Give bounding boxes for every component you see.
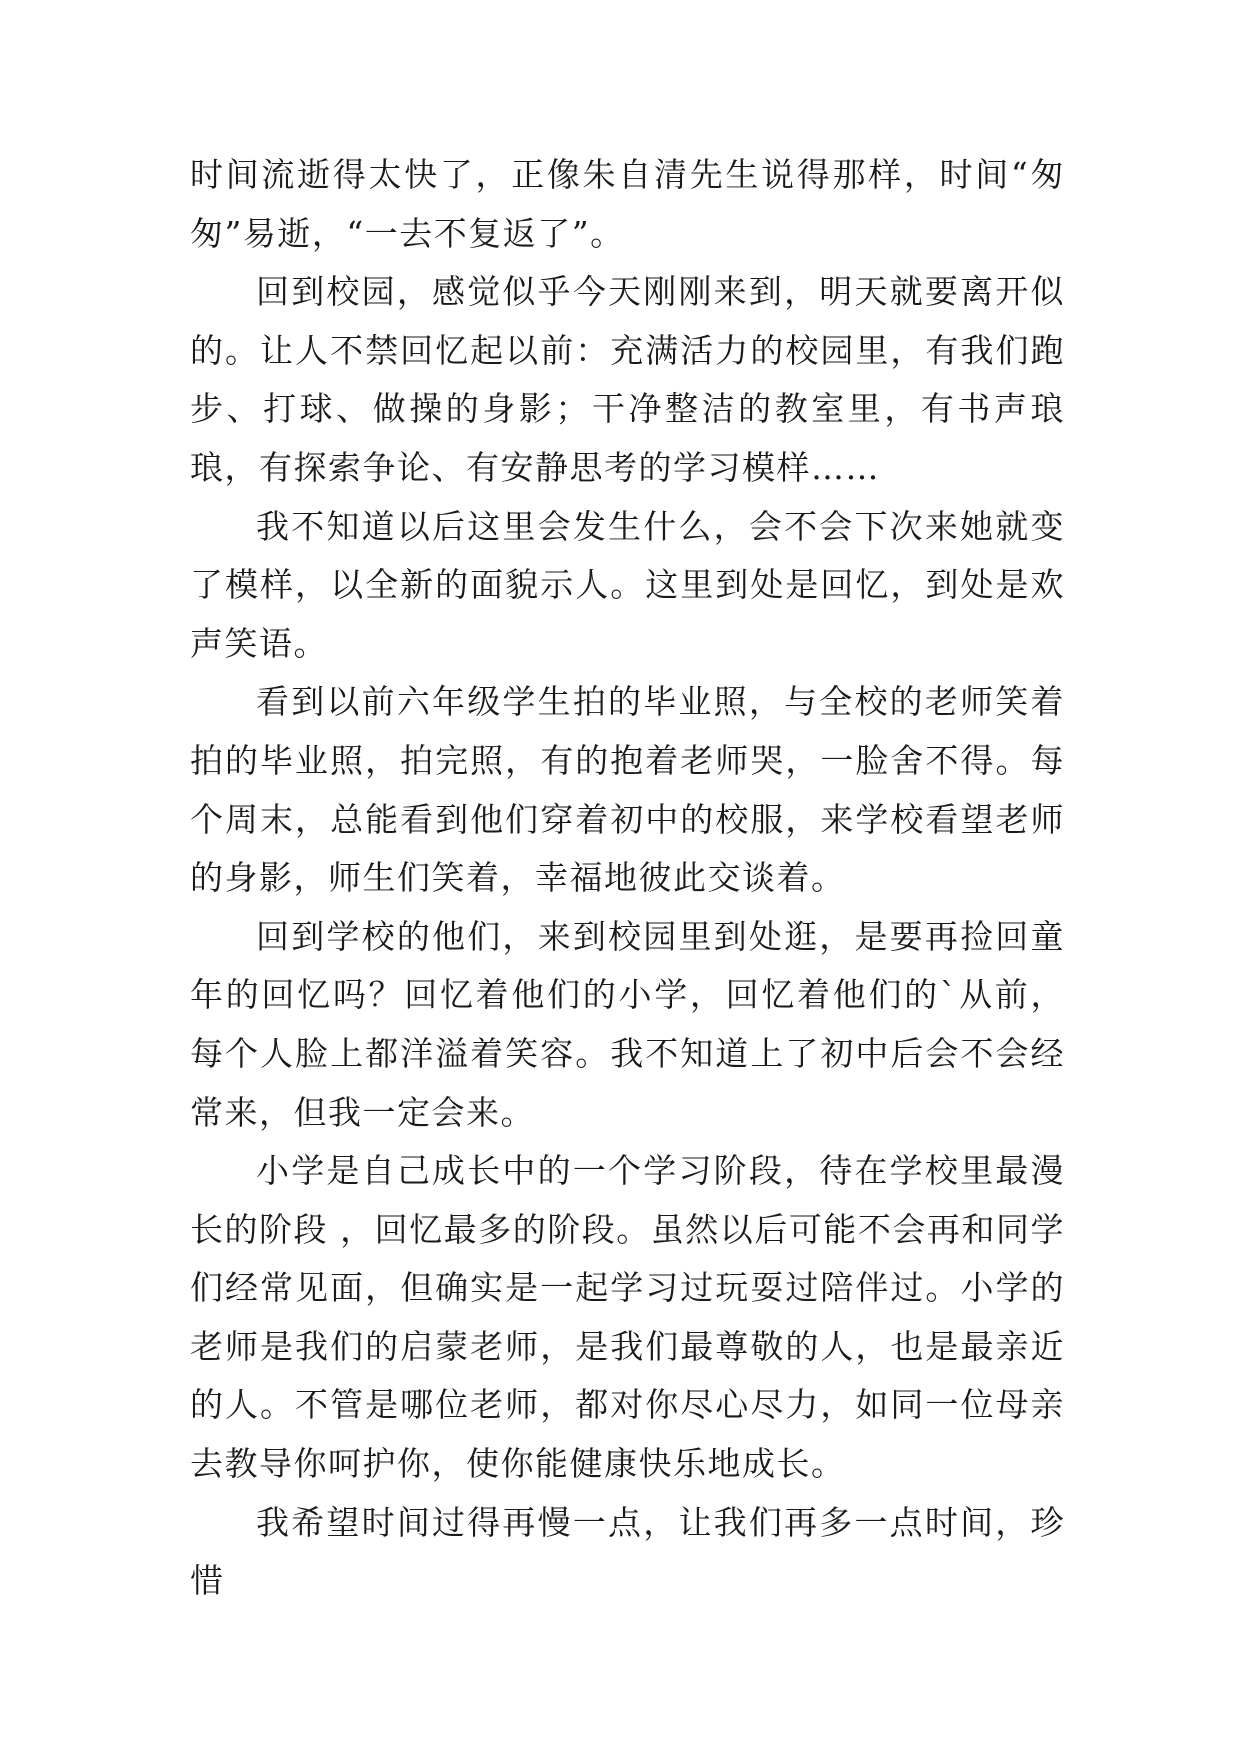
paragraph-5: 回到学校的他们，来到校园里到处逛，是要再捡回童年的回忆吗？回忆着他们的小学，回忆着他们的`从前，每个人脸上都洋溢着笑容。我不知道上了初中后会不会经常来，但我一定会来。 — [190, 916, 1065, 1132]
paragraph-4: 看到以前六年级学生拍的毕业照，与全校的老师笑着拍的毕业照，拍完照，有的抱着老师哭，一脸舍不得。每个周末，总能看到他们穿着初中的校服，来学校看望老师的身影，师生们笑着，幸福地彼此交谈着。 — [190, 682, 1065, 898]
paragraph-2: 回到校园，感觉似乎今天刚刚来到，明天就要离开似的。让人不禁回忆起以前：充满活力的校园里，有我们跑步、打球、做操的身影；干净整洁的教室里，有书声琅琅，有探索争论、有安静思考的学习模样…… — [190, 272, 1065, 487]
paragraph-7: 我希望时间过得再慢一点，让我们再多一点时间，珍惜 — [190, 1502, 1065, 1601]
paragraph-1: 时间流逝得太快了，正像朱自清先生说得那样，时间“匆匆”易逝，“一去不复返了”。 — [190, 155, 1065, 253]
paragraph-3: 我不知道以后这里会发生什么，会不会下次来她就变了模样，以全新的面貌示人。这里到处是回忆，到处是欢声笑语。 — [190, 506, 1065, 663]
paragraph-6: 小学是自己成长中的一个学习阶段，待在学校里最漫长的阶段 ，回忆最多的阶段。虽然以后可能不会再和同学们经常见面，但确实是一起学习过玩耍过陪伴过。小学的老师是我们的启蒙老师，是我们最尊敬的人，也是最亲近的人。不管是哪位老师，都对你尽心尽力，如同一位母亲去教导你呵护你，使你能健康快乐地成长。 — [190, 1151, 1065, 1484]
document-body — [190, 146, 1065, 1611]
